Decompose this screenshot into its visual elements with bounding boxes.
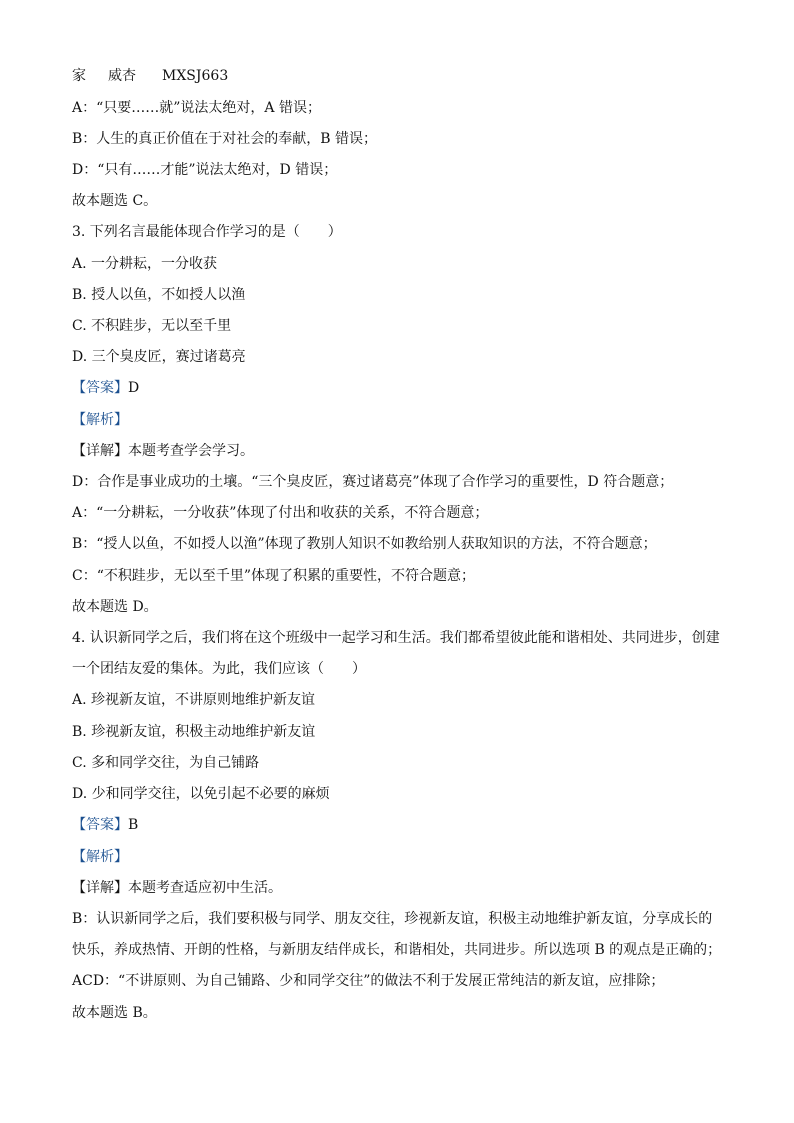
q3-explanation-d: D：合作是事业成功的土壤。“三个臭皮匠，赛过诸葛亮”体现了合作学习的重要性，D 符合题意； xyxy=(72,474,674,490)
q4-stem-line-1: 4. 认识新同学之后，我们将在这个班级中一起学习和生活。我们都希望彼此能和谐相处、共同进步，创建 xyxy=(72,630,720,646)
q4-option-b: B. 珍视新友谊，积极主动地维护新友谊 xyxy=(72,724,316,740)
q3-conclusion: 故本题选 D。 xyxy=(72,599,158,615)
q4-answer xyxy=(72,815,138,835)
q2-conclusion: 故本题选 C。 xyxy=(72,193,158,209)
q3-analysis-label: 【解析】 xyxy=(72,412,128,428)
page-header xyxy=(72,66,228,86)
q3-option-b: B. 授人以鱼，不如授人以渔 xyxy=(72,287,246,303)
header-code: MXSJ663 xyxy=(162,68,229,84)
q3-explanation-a: A：“一分耕耘，一分收获”体现了付出和收获的关系，不符合题意； xyxy=(72,505,489,521)
q2-explanation-d: D：“只有……才能”说法太绝对，D 错误； xyxy=(72,162,338,178)
q4-detail-text: 本题考查适应初中生活。 xyxy=(128,880,282,896)
q3-option-d: D. 三个臭皮匠，赛过诸葛亮 xyxy=(72,349,246,365)
q4-option-c: C. 多和同学交往，为自己铺路 xyxy=(72,755,260,771)
q3-detail-text: 本题考查学会学习。 xyxy=(128,443,254,459)
q4-explanation-b-line-2: 快乐，养成热情、开朗的性格，与新朋友结伴成长，和谐相处，共同进步。所以选项 B 的观点是正确的； xyxy=(72,942,722,958)
q4-answer-value: B xyxy=(128,817,139,833)
q4-explanation-acd: ACD：“不讲原则、为自己铺路、少和同学交往”的做法不利于发展正常纯洁的新友谊，应排除； xyxy=(72,973,665,989)
q4-detail-label: 【详解】 xyxy=(72,880,128,896)
header-text-2: 威杏 xyxy=(108,68,136,84)
q4-option-d: D. 少和同学交往，以免引起不必要的麻烦 xyxy=(72,786,330,802)
q3-explanation-b: B：“授人以鱼，不如授人以渔”体现了教别人知识不如教给别人获取知识的方法，不符合题意； xyxy=(72,536,657,552)
q4-conclusion: 故本题选 B。 xyxy=(72,1005,157,1021)
q3-answer xyxy=(72,378,139,398)
q3-answer-value: D xyxy=(128,380,140,396)
q4-analysis-label: 【解析】 xyxy=(72,849,128,865)
q2-explanation-b: B：人生的真正价值在于对社会的奉献，B 错误； xyxy=(72,131,378,147)
q3-explanation-c: C：“不积跬步，无以至千里”体现了积累的重要性，不符合题意； xyxy=(72,568,476,584)
q3-answer-label: 【答案】 xyxy=(72,380,128,396)
header-text-1: 家 xyxy=(72,68,86,84)
q4-explanation-b-line-1: B：认识新同学之后，我们要积极与同学、朋友交往，珍视新友谊，积极主动地维护新友谊，分享成长的 xyxy=(72,911,713,927)
q4-detail xyxy=(72,878,282,898)
q3-detail xyxy=(72,441,254,461)
q3-option-c: C. 不积跬步，无以至千里 xyxy=(72,318,232,334)
q3-detail-label: 【详解】 xyxy=(72,443,128,459)
q4-answer-label: 【答案】 xyxy=(72,817,128,833)
q2-explanation-a: A：“只要……就”说法太绝对，A 错误； xyxy=(72,100,321,116)
q4-option-a: A. 珍视新友谊，不讲原则地维护新友谊 xyxy=(72,692,316,708)
q3-analysis xyxy=(72,410,128,430)
q4-analysis xyxy=(72,847,128,867)
q3-stem: 3. 下列名言最能体现合作学习的是（ ） xyxy=(72,224,342,240)
q4-stem-line-2: 一个团结友爱的集体。为此，我们应该（ ） xyxy=(72,661,366,677)
q3-option-a: A. 一分耕耘，一分收获 xyxy=(72,256,218,272)
